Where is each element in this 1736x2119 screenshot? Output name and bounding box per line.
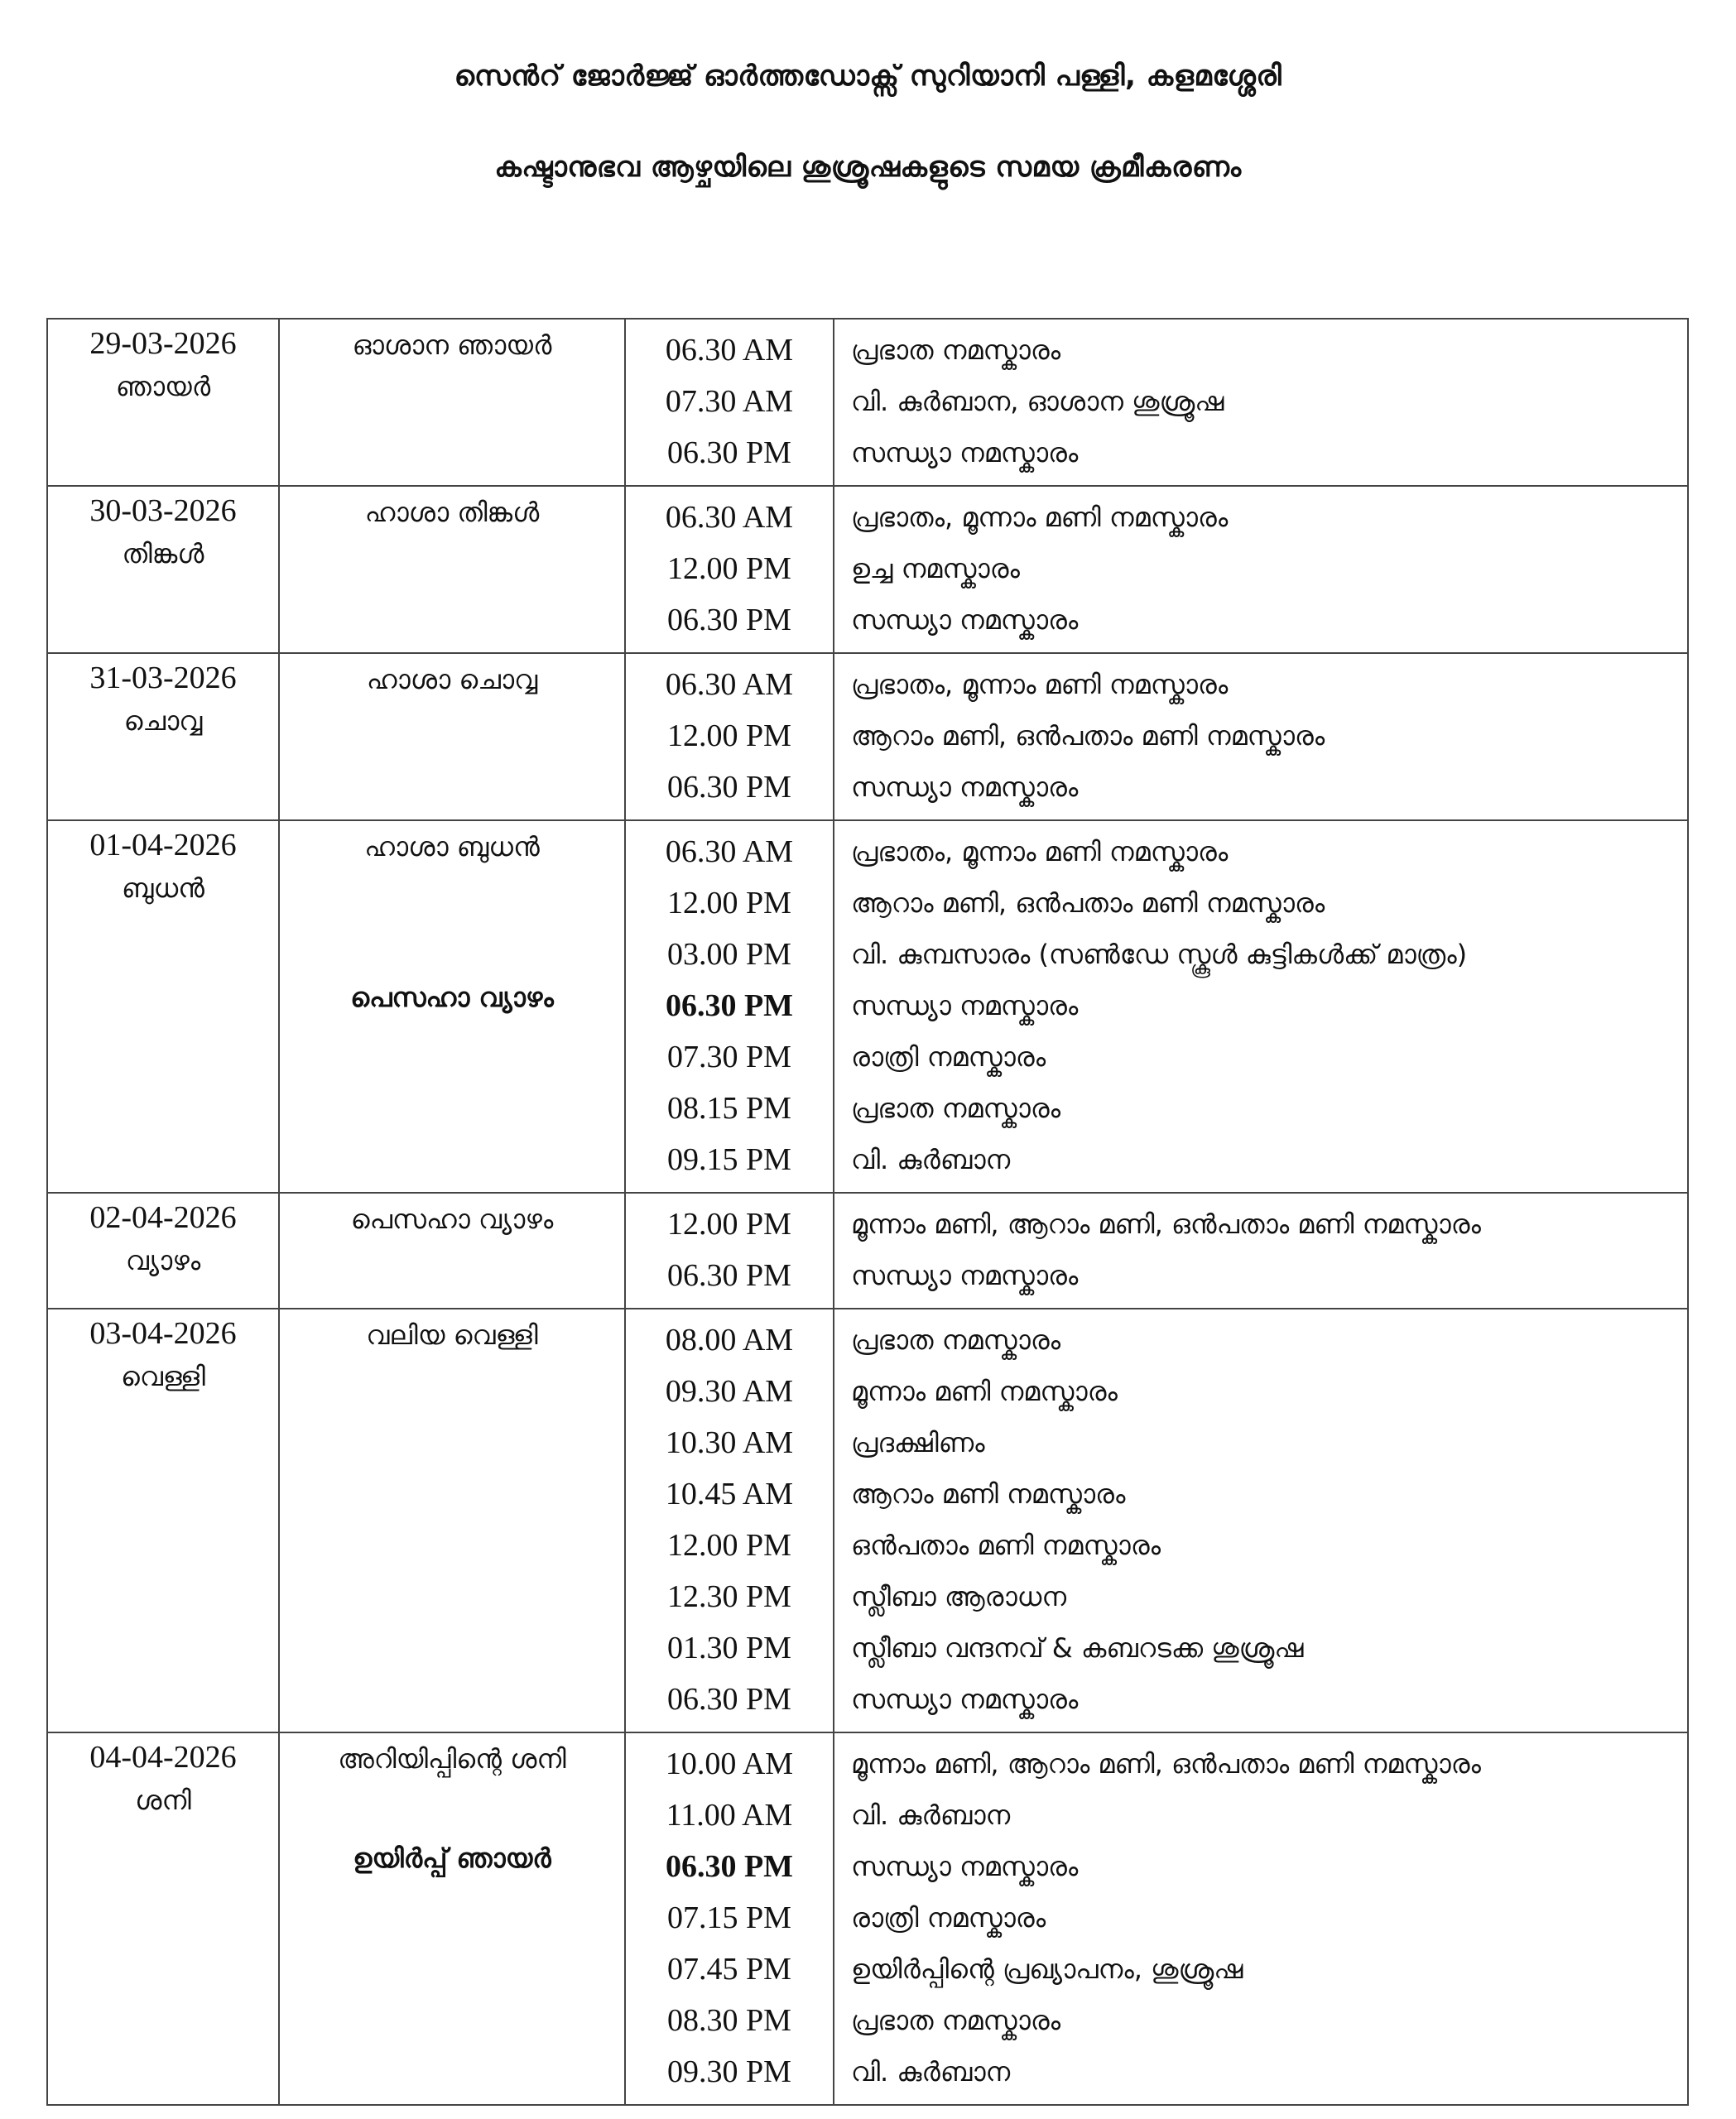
- schedule-row: [47, 319, 1688, 486]
- service-name: ആറാം മണി നമസ്കാരം: [851, 1478, 1126, 1510]
- day-name: ഓശാന ഞായർ: [352, 329, 552, 361]
- service-name: മൂന്നാം മണി, ആറാം മണി, ഒൻപതാം മണി നമസ്കാരം: [851, 1208, 1481, 1240]
- service-name: രാത്രി നമസ്കാരം: [851, 1041, 1046, 1073]
- service-name: ഉച്ച നമസ്കാരം: [851, 553, 1020, 584]
- time-cell: [625, 319, 834, 486]
- service-time: 07.30 AM: [665, 384, 794, 419]
- time-cell: [625, 486, 834, 653]
- time-cell: [625, 1193, 834, 1309]
- service-time: 06.30 PM: [665, 988, 794, 1023]
- date-text: 02-04-2026: [89, 1200, 237, 1235]
- schedule-row: [47, 1193, 1688, 1309]
- schedule-row: [47, 1309, 1688, 1732]
- document-subtitle: കഷ്ടാനുഭവ ആഴ്ചയിലെ ശുശ്രൂഷകളുടെ സമയ ക്രമീകരണം: [494, 151, 1242, 184]
- time-cell: [625, 653, 834, 820]
- service-name: സന്ധ്യാ നമസ്കാരം: [851, 771, 1079, 803]
- schedule-table: [46, 318, 1689, 2106]
- time-cell: [625, 820, 834, 1193]
- service-name: മൂന്നാം മണി നമസ്കാരം: [851, 1376, 1118, 1407]
- service-time: 10.30 AM: [665, 1425, 794, 1460]
- service-time: 06.30 AM: [665, 834, 794, 869]
- service-cell: [834, 1193, 1688, 1309]
- date-text: 29-03-2026: [89, 326, 237, 361]
- weekday-text: ഞായർ: [115, 371, 211, 402]
- service-time: 06.30 PM: [665, 1849, 794, 1884]
- date-text: 30-03-2026: [89, 493, 237, 528]
- service-time: 06.30 PM: [667, 770, 791, 805]
- service-time: 06.30 AM: [665, 500, 794, 535]
- service-time: 12.30 PM: [667, 1579, 791, 1614]
- service-name: പ്രഭാതം, മൂന്നാം മണി നമസ്കാരം: [851, 502, 1229, 533]
- service-time: 12.00 PM: [667, 718, 791, 753]
- service-cell: [834, 1309, 1688, 1732]
- service-name: സന്ധ്യാ നമസ്കാരം: [851, 1260, 1079, 1291]
- service-time: 12.00 PM: [667, 1207, 791, 1242]
- service-time: 01.30 PM: [667, 1631, 791, 1665]
- service-name: വി. കുർബാന: [851, 2056, 1011, 2088]
- date-cell: [47, 1193, 279, 1309]
- service-name: പ്രഭാത നമസ്കാരം: [851, 1324, 1061, 1356]
- weekday-text: ചൊവ്വ: [123, 705, 203, 737]
- day-name-cell: [279, 486, 625, 653]
- highlighted-day-name: ഉയിർപ്പ് ഞായർ: [353, 1843, 551, 1874]
- service-name: സ്ലീബാ വന്ദനവ് & കബറടക്ക ശുശ്രൂഷ: [851, 1632, 1304, 1664]
- weekday-text: ശനി: [135, 1785, 191, 1816]
- day-name-cell: [279, 319, 625, 486]
- service-time: 09.15 PM: [667, 1142, 791, 1177]
- day-name-cell: [279, 1732, 625, 2105]
- service-time: 07.15 PM: [667, 1900, 791, 1935]
- service-time: 09.30 AM: [665, 1374, 794, 1409]
- date-cell: [47, 319, 279, 486]
- service-name: പ്രദക്ഷിണം: [851, 1427, 985, 1458]
- service-name: ഉയിർപ്പിന്റെ പ്രഖ്യാപനം, ശുശ്രൂഷ: [851, 1953, 1243, 1985]
- date-text: 04-04-2026: [89, 1740, 237, 1775]
- day-name: ഹാശാ ബുധൻ: [364, 831, 540, 862]
- date-text: 01-04-2026: [89, 828, 237, 862]
- service-name: പ്രഭാത നമസ്കാരം: [851, 2005, 1061, 2036]
- date-text: 31-03-2026: [89, 661, 237, 695]
- schedule-row: [47, 653, 1688, 820]
- spacer: [280, 867, 624, 977]
- service-name: സന്ധ്യാ നമസ്കാരം: [851, 1851, 1079, 1882]
- service-name: സന്ധ്യാ നമസ്കാരം: [851, 990, 1079, 1021]
- spacer: [280, 1780, 624, 1838]
- service-name: മൂന്നാം മണി, ആറാം മണി, ഒൻപതാം മണി നമസ്കാരം: [851, 1748, 1481, 1780]
- weekday-text: തിങ്കൾ: [122, 538, 204, 569]
- date-cell: [47, 1732, 279, 2105]
- service-name: പ്രഭാത നമസ്കാരം: [851, 1093, 1061, 1124]
- service-name: വി. കുർബാന: [851, 1144, 1011, 1175]
- service-name: ആറാം മണി, ഒൻപതാം മണി നമസ്കാരം: [851, 887, 1325, 919]
- date-cell: [47, 1309, 279, 1732]
- day-name: ഹാശാ തിങ്കൾ: [364, 497, 540, 528]
- service-time: 07.45 PM: [667, 1952, 791, 1987]
- service-time: 12.00 PM: [667, 1528, 791, 1563]
- day-name: അറിയിപ്പിന്റെ ശനി: [338, 1743, 566, 1775]
- service-name: രാത്രി നമസ്കാരം: [851, 1902, 1046, 1934]
- service-name: പ്രഭാതം, മൂന്നാം മണി നമസ്കാരം: [851, 836, 1229, 867]
- service-time: 08.15 PM: [667, 1091, 791, 1126]
- document-title: സെൻറ് ജോർജ്ജ് ഓർത്തഡോക്സ് സുറിയാനി പള്ളി, കളമശ്ശേരി: [454, 60, 1282, 93]
- service-name: വി. കുർബാന: [851, 1799, 1011, 1831]
- day-name-cell: [279, 653, 625, 820]
- service-name: വി. കുമ്പസാരം (സൺഡേ സ്കൂൾ കുട്ടികൾക്ക് മാത്രം): [851, 939, 1468, 970]
- service-time: 12.00 PM: [667, 886, 791, 920]
- service-name: വി. കുർബാന, ഓശാന ശുശ്രൂഷ: [851, 386, 1224, 417]
- service-time: 06.30 AM: [665, 333, 794, 368]
- service-time: 10.45 AM: [665, 1477, 794, 1511]
- schedule-body: [47, 319, 1688, 2105]
- service-time: 06.30 PM: [667, 1682, 791, 1717]
- service-time: 08.00 AM: [665, 1323, 794, 1357]
- day-name: ഹാശാ ചൊവ്വ: [366, 664, 538, 695]
- day-name-cell: [279, 1193, 625, 1309]
- day-name: വലിയ വെള്ളി: [366, 1319, 538, 1351]
- date-text: 03-04-2026: [89, 1316, 237, 1351]
- day-name: പെസഹാ വ്യാഴം: [350, 1204, 554, 1235]
- highlighted-day-name: പെസഹാ വ്യാഴം: [350, 982, 554, 1013]
- service-cell: [834, 653, 1688, 820]
- service-cell: [834, 486, 1688, 653]
- service-cell: [834, 319, 1688, 486]
- service-cell: [834, 820, 1688, 1193]
- service-name: സന്ധ്യാ നമസ്കാരം: [851, 604, 1079, 636]
- service-time: 07.30 PM: [667, 1040, 791, 1074]
- service-name: സന്ധ്യാ നമസ്കാരം: [851, 437, 1079, 468]
- service-time: 06.30 AM: [665, 667, 794, 702]
- service-time: 06.30 PM: [667, 435, 791, 470]
- weekday-text: വ്യാഴം: [125, 1245, 201, 1276]
- service-name: സന്ധ്യാ നമസ്കാരം: [851, 1684, 1079, 1715]
- service-name: പ്രഭാത നമസ്കാരം: [851, 334, 1061, 366]
- service-time: 03.00 PM: [667, 937, 791, 972]
- service-cell: [834, 1732, 1688, 2105]
- service-name: ആറാം മണി, ഒൻപതാം മണി നമസ്കാരം: [851, 720, 1325, 752]
- day-name-cell: [279, 820, 625, 1193]
- schedule-row: [47, 820, 1688, 1193]
- time-cell: [625, 1309, 834, 1732]
- service-time: 06.30 PM: [667, 1258, 791, 1293]
- date-cell: [47, 653, 279, 820]
- date-cell: [47, 820, 279, 1193]
- service-name: സ്ലീബാ ആരാധന: [851, 1581, 1067, 1612]
- service-time: 12.00 PM: [667, 551, 791, 586]
- schedule-row: [47, 486, 1688, 653]
- service-time: 09.30 PM: [667, 2054, 791, 2089]
- weekday-text: വെള്ളി: [120, 1361, 206, 1392]
- service-time: 11.00 AM: [666, 1798, 793, 1833]
- time-cell: [625, 1732, 834, 2105]
- service-name: പ്രഭാതം, മൂന്നാം മണി നമസ്കാരം: [851, 669, 1229, 700]
- date-cell: [47, 486, 279, 653]
- schedule-row: [47, 1732, 1688, 2105]
- service-name: ഒൻപതാം മണി നമസ്കാരം: [851, 1530, 1161, 1561]
- service-time: 10.00 AM: [665, 1747, 794, 1781]
- service-time: 06.30 PM: [667, 603, 791, 637]
- weekday-text: ബുധൻ: [121, 872, 204, 904]
- service-time: 08.30 PM: [667, 2003, 791, 2038]
- day-name-cell: [279, 1309, 625, 1732]
